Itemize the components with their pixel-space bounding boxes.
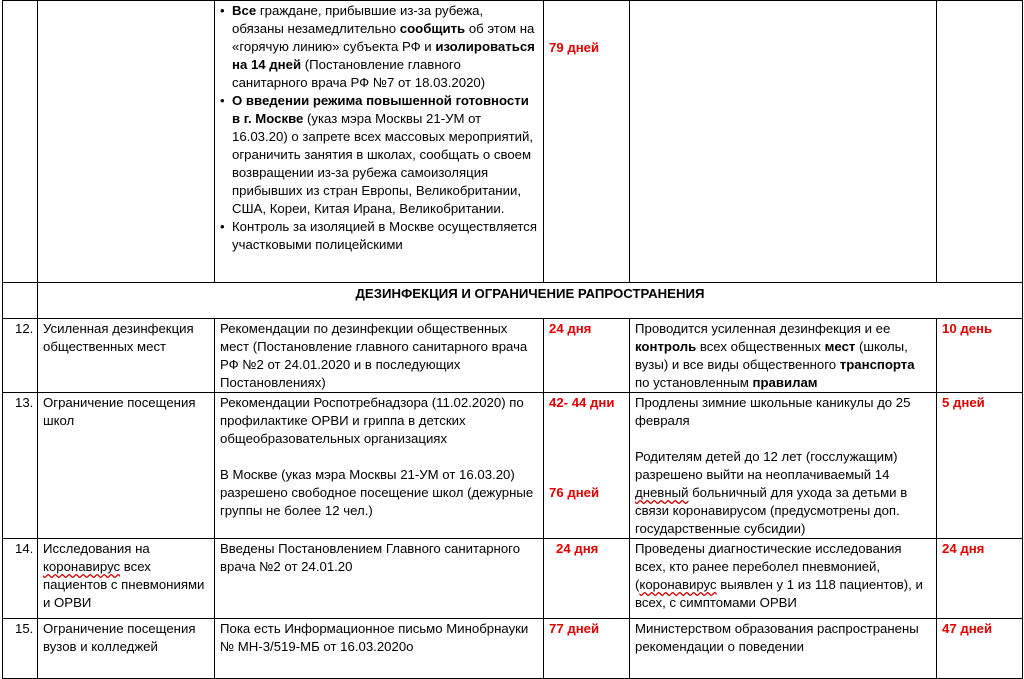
days-cell xyxy=(544,539,630,619)
action-text: Проведены диагностические исследования всех, кто ранее переболел пневмонией, (коронавирус выявлен у 1 из 118 пациентов), и всех, с симптомами ОРВИ xyxy=(630,539,937,619)
days-value: 10 день xyxy=(942,321,993,336)
action-text: Министерством образования распространены рекомендации о поведении xyxy=(630,619,937,679)
regulation-text: Пока есть Информационное письмо Минобрнауки № МН-3/519-МБ от 16.03.2020о xyxy=(215,619,544,679)
days-cell xyxy=(544,619,630,679)
num-cell xyxy=(3,283,38,319)
regulation-text: Рекомендации по дезинфекции общественных мест (Постановление главного санитарного врача РФ №2 от 24.01.2020 и в последующих Постановлениях) xyxy=(215,319,544,393)
action-text: Родителям детей до 12 лет (госслужащим) разрешено выйти на неоплачиваемый 14 дневный больничный для ухода за детьми в связи коронавирусом (предусмотрены доп. государственные субсидии) xyxy=(635,449,908,536)
days-value: 42- 44 дни xyxy=(549,395,615,410)
measure-cell xyxy=(38,1,215,283)
measure-name: Исследования на коронавирус всех пациентов с пневмониями и ОРВИ xyxy=(38,539,215,619)
days-value: 24 дня xyxy=(942,541,985,556)
action-text: Проводится усиленная дезинфекция и ее контроль всех общественных мест (школы, вузы) и все виды общественного транспорта по установленным правилам xyxy=(635,321,915,390)
days-value: 76 дней xyxy=(549,485,600,500)
regulation-text: Введены Постановлением Главного санитарного врача №2 от 24.01.20 xyxy=(215,539,544,619)
measure-name: Усиленная дезинфекция общественных мест xyxy=(38,319,215,393)
bullet-icon: • xyxy=(220,3,225,18)
days-cell xyxy=(937,1,1023,283)
table-row xyxy=(3,393,1023,539)
action-cell xyxy=(630,319,937,393)
table-row xyxy=(3,1,1023,283)
section-header: ДЕЗИНФЕКЦИЯ И ОГРАНИЧЕНИЕ РАПРОСТРАНЕНИЯ xyxy=(38,283,1023,319)
table-row xyxy=(3,619,1023,679)
days-value: 5 дней xyxy=(942,395,985,410)
days-cell xyxy=(937,619,1023,679)
days-value: 79 дней xyxy=(549,40,600,55)
bullet-item: • Все граждане, прибывшие из-за рубежа, обязаны незамедлительно сообщить об этом на «горячую линию» субъекта РФ и изолироваться на 14 дней (Постановление главного санитарного врача РФ №7 от 18.03.2020) xyxy=(220,3,535,90)
days-cell xyxy=(937,319,1023,393)
days-value: 77 дней xyxy=(549,621,600,636)
action-text: Продлены зимние школьные каникулы до 25 февраля xyxy=(635,395,911,428)
action-cell xyxy=(630,393,937,539)
num-cell xyxy=(3,1,38,283)
row-number: 12. xyxy=(3,319,38,393)
bullet-item: • Контроль за изоляцией в Москве осуществляется участковыми полицейскими xyxy=(220,219,538,252)
measures-table xyxy=(2,0,1023,679)
section-row xyxy=(3,283,1023,319)
regulation-cell xyxy=(215,393,544,539)
row-number: 14. xyxy=(3,539,38,619)
bullet-list xyxy=(220,2,538,254)
days-value: 24 дня xyxy=(556,541,599,556)
days-cell xyxy=(937,539,1023,619)
regulation-cell xyxy=(215,1,544,283)
bullet-icon: • xyxy=(220,219,225,234)
regulation-text: В Москве (указ мэра Москвы 21-УМ от 16.03.20) разрешено свободное посещение школ (дежурные группы не более 12 чел.) xyxy=(220,467,534,518)
measure-name: Ограничение посещения вузов и колледжей xyxy=(38,619,215,679)
table-row xyxy=(3,319,1023,393)
regulation-text: Рекомендации Роспотребнадзора (11.02.2020) по профилактике ОРВИ и гриппа в детских общеобразовательных организациях xyxy=(220,395,524,446)
bullet-item: • О введении режима повышенной готовности в г. Москве (указ мэра Москвы 21-УМ от 16.03.20) о запрете всех массовых мероприятий, ограничить занятия в школах, сообщать о своем возвращении из-за рубежа самоизоляция прибывших из стран Европы, Великобритании, США, Кореи, Китая Ирана, Великобритании. xyxy=(220,93,534,216)
days-cell xyxy=(937,393,1023,539)
days-value: 47 дней xyxy=(942,621,993,636)
table-row xyxy=(3,539,1023,619)
days-cell xyxy=(544,393,630,539)
row-number: 13. xyxy=(3,393,38,539)
days-cell xyxy=(544,319,630,393)
action-cell xyxy=(630,1,937,283)
measure-name: Ограничение посещения школ xyxy=(38,393,215,539)
bullet-icon: • xyxy=(220,93,225,108)
row-number: 15. xyxy=(3,619,38,679)
days-value: 24 дня xyxy=(549,321,592,336)
days-cell xyxy=(544,1,630,283)
